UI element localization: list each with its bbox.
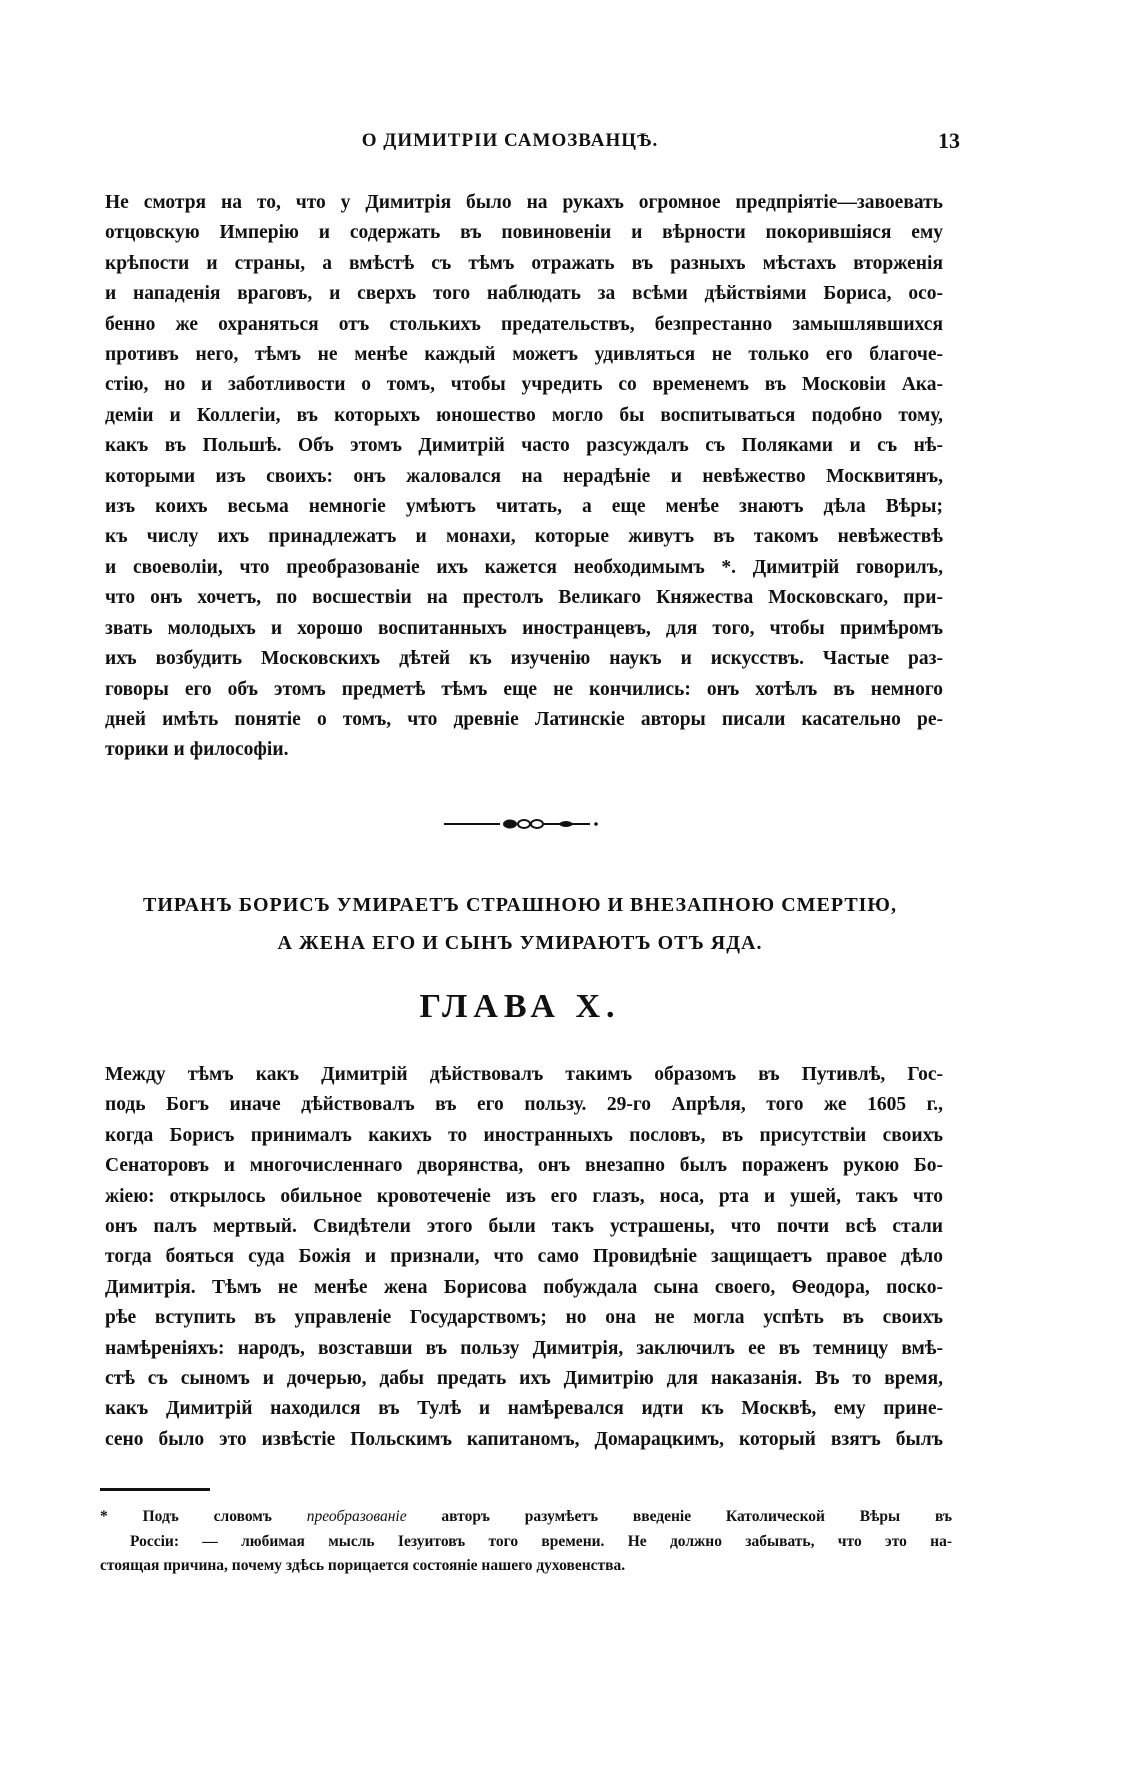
paragraph-1 [105,188,943,766]
footnote-rule [100,1488,210,1491]
text-line: къ числу ихъ принадлежатъ и монахи, которые живутъ въ такомъ невѣжествѣ [105,526,943,548]
text-line: стію, но и заботливости о томъ, чтобы учредить со временемъ въ Московіи Ака- [105,374,943,396]
text-line: крѣпости и страны, а вмѣстѣ съ тѣмъ отражать въ разныхъ мѣстахъ вторженія [105,252,943,274]
text-line: тогда бояться суда Божія и признали, что само Провидѣніе защищаетъ правое дѣло [105,1246,943,1268]
text-line: отцовскую Имперію и содержать въ повиновеніи и вѣрности покорившіяся ему [105,222,943,244]
footnote-marker: * [100,1508,108,1525]
paragraph-2 [105,1060,943,1455]
text-line: которыми изъ своихъ: онъ жаловался на нерадѣніе и невѣжество Москвитянъ, [105,465,943,487]
footnote-line: Россіи: — любимая мысль Іезуитовъ того времени. Не должно забывать, что это на- [130,1532,952,1550]
footnote-term: преобразованіе [306,1508,407,1525]
text-line: стѣ съ сыномъ и дочерью, дабы предать ихъ Димитрію для наказанія. Въ то время, [105,1368,943,1390]
ornament-divider [440,816,600,832]
chapter-heading-line-2: А ЖЕНА ЕГО И СЫНЪ УМИРАЮТЪ ОТЪ ЯДА. [277,932,763,954]
text-line: говоры его объ этомъ предметѣ тѣмъ еще не кончились: онъ хотѣлъ въ немного [105,678,943,700]
text-line: какъ Димитрій находился въ Тулѣ и намѣревался идти къ Москвѣ, ему прине- [105,1398,943,1420]
text-line: и нападенія враговъ, и сверхъ того наблюдать за всѣми дѣйствіями Бориса, осо- [105,283,943,305]
text-line: сено было это извѣстіе Польскимъ капитаномъ, Домарацкимъ, который взятъ былъ [105,1428,943,1450]
text-line: противъ него, тѣмъ не менѣе каждый можетъ удивляться не только его благоче- [105,344,943,366]
text-line: Между тѣмъ какъ Димитрій дѣйствовалъ такимъ образомъ въ Путивлѣ, Гос- [105,1064,943,1085]
text-line: бенно же охраняться отъ столькихъ предательствъ, безпрестанно замышлявшихся [105,313,943,335]
text-line: рѣе вступить въ управленіе Государствомъ; но она не могла успѣть въ своихъ [105,1307,943,1329]
text-line: торики и философіи. [105,739,289,761]
page-number: 13 [938,128,960,153]
text-line: когда Борисъ принималъ какихъ то иностранныхъ пословъ, въ присутствіи своихъ [105,1124,943,1146]
footnote-lead: Подъ словомъ [142,1508,272,1525]
text-line: онъ палъ мертвый. Свидѣтели этого были такъ устрашены, что почти всѣ стали [105,1216,943,1238]
text-line: дней имѣть понятіе о томъ, что древніе Латинскіе авторы писали касательно ре- [105,708,943,730]
text-line: Димитрія. Тѣмъ не менѣе жена Борисова побуждала сына своего, Ѳеодора, поско- [105,1276,943,1298]
text-line: Не смотря на то, что у Димитрія было на рукахъ огромное предпріятіе—завоевать [105,192,943,213]
text-line: Сенаторовъ и многочисленнаго дворянства, онъ внезапно былъ пораженъ рукою Бо- [105,1155,943,1177]
footnote [100,1505,952,1579]
text-line: намѣреніяхъ: народъ, возставши въ пользу Димитрія, заключилъ ее въ темницу вмѣ- [105,1337,943,1359]
footnote-line: стоящая причина, почему здѣсь порицается состояніе нашего духовенства. [100,1557,626,1574]
text-line: жіею: открылось обильное кровотеченіе изъ его глазъ, носа, рта и ушей, такъ что [105,1185,943,1207]
text-line: ихъ возбудить Московскихъ дѣтей къ изученію наукъ и искусствъ. Частые раз- [105,648,943,670]
text-line: и своеволіи, что преобразованіе ихъ кажется необходимымъ *. Димитрій говорилъ, [105,556,943,578]
text-line: деміи и Коллегіи, въ которыхъ юношество могло бы воспитываться подобно тому, [105,404,943,426]
text-line: подь Богъ иначе дѣйствовалъ въ его пользу. 29-го Апрѣля, того же 1605 г., [105,1094,943,1116]
running-head [80,128,960,160]
running-title: О ДИМИТРІИ САМОЗВАНЦѢ. [361,130,659,151]
text-line: звать молодыхъ и хорошо воспитанныхъ иностранцевъ, для того, чтобы примѣромъ [105,617,943,639]
chapter-number: ГЛАВА X. [419,988,621,1025]
text-line: изъ коихъ весьма немногіе умѣютъ читать, а еще менѣе знаютъ дѣла Вѣры; [105,496,943,518]
chapter-heading-line-1: ТИРАНЪ БОРИСЪ УМИРАЕТЪ СТРАШНОЮ И ВНЕЗАПНОЮ СМЕРТІЮ, [143,894,897,916]
text-line: какъ въ Польшѣ. Объ этомъ Димитрій часто разсуждалъ съ Поляками и съ нѣ- [105,435,943,457]
footnote-line1-rest: авторъ разумѣетъ введеніе Католической Вѣры въ [441,1508,953,1525]
footnote-line [100,1505,952,1530]
text-line: что онъ хочетъ, по восшествіи на престолъ Великаго Княжества Московскаго, при- [105,587,943,609]
